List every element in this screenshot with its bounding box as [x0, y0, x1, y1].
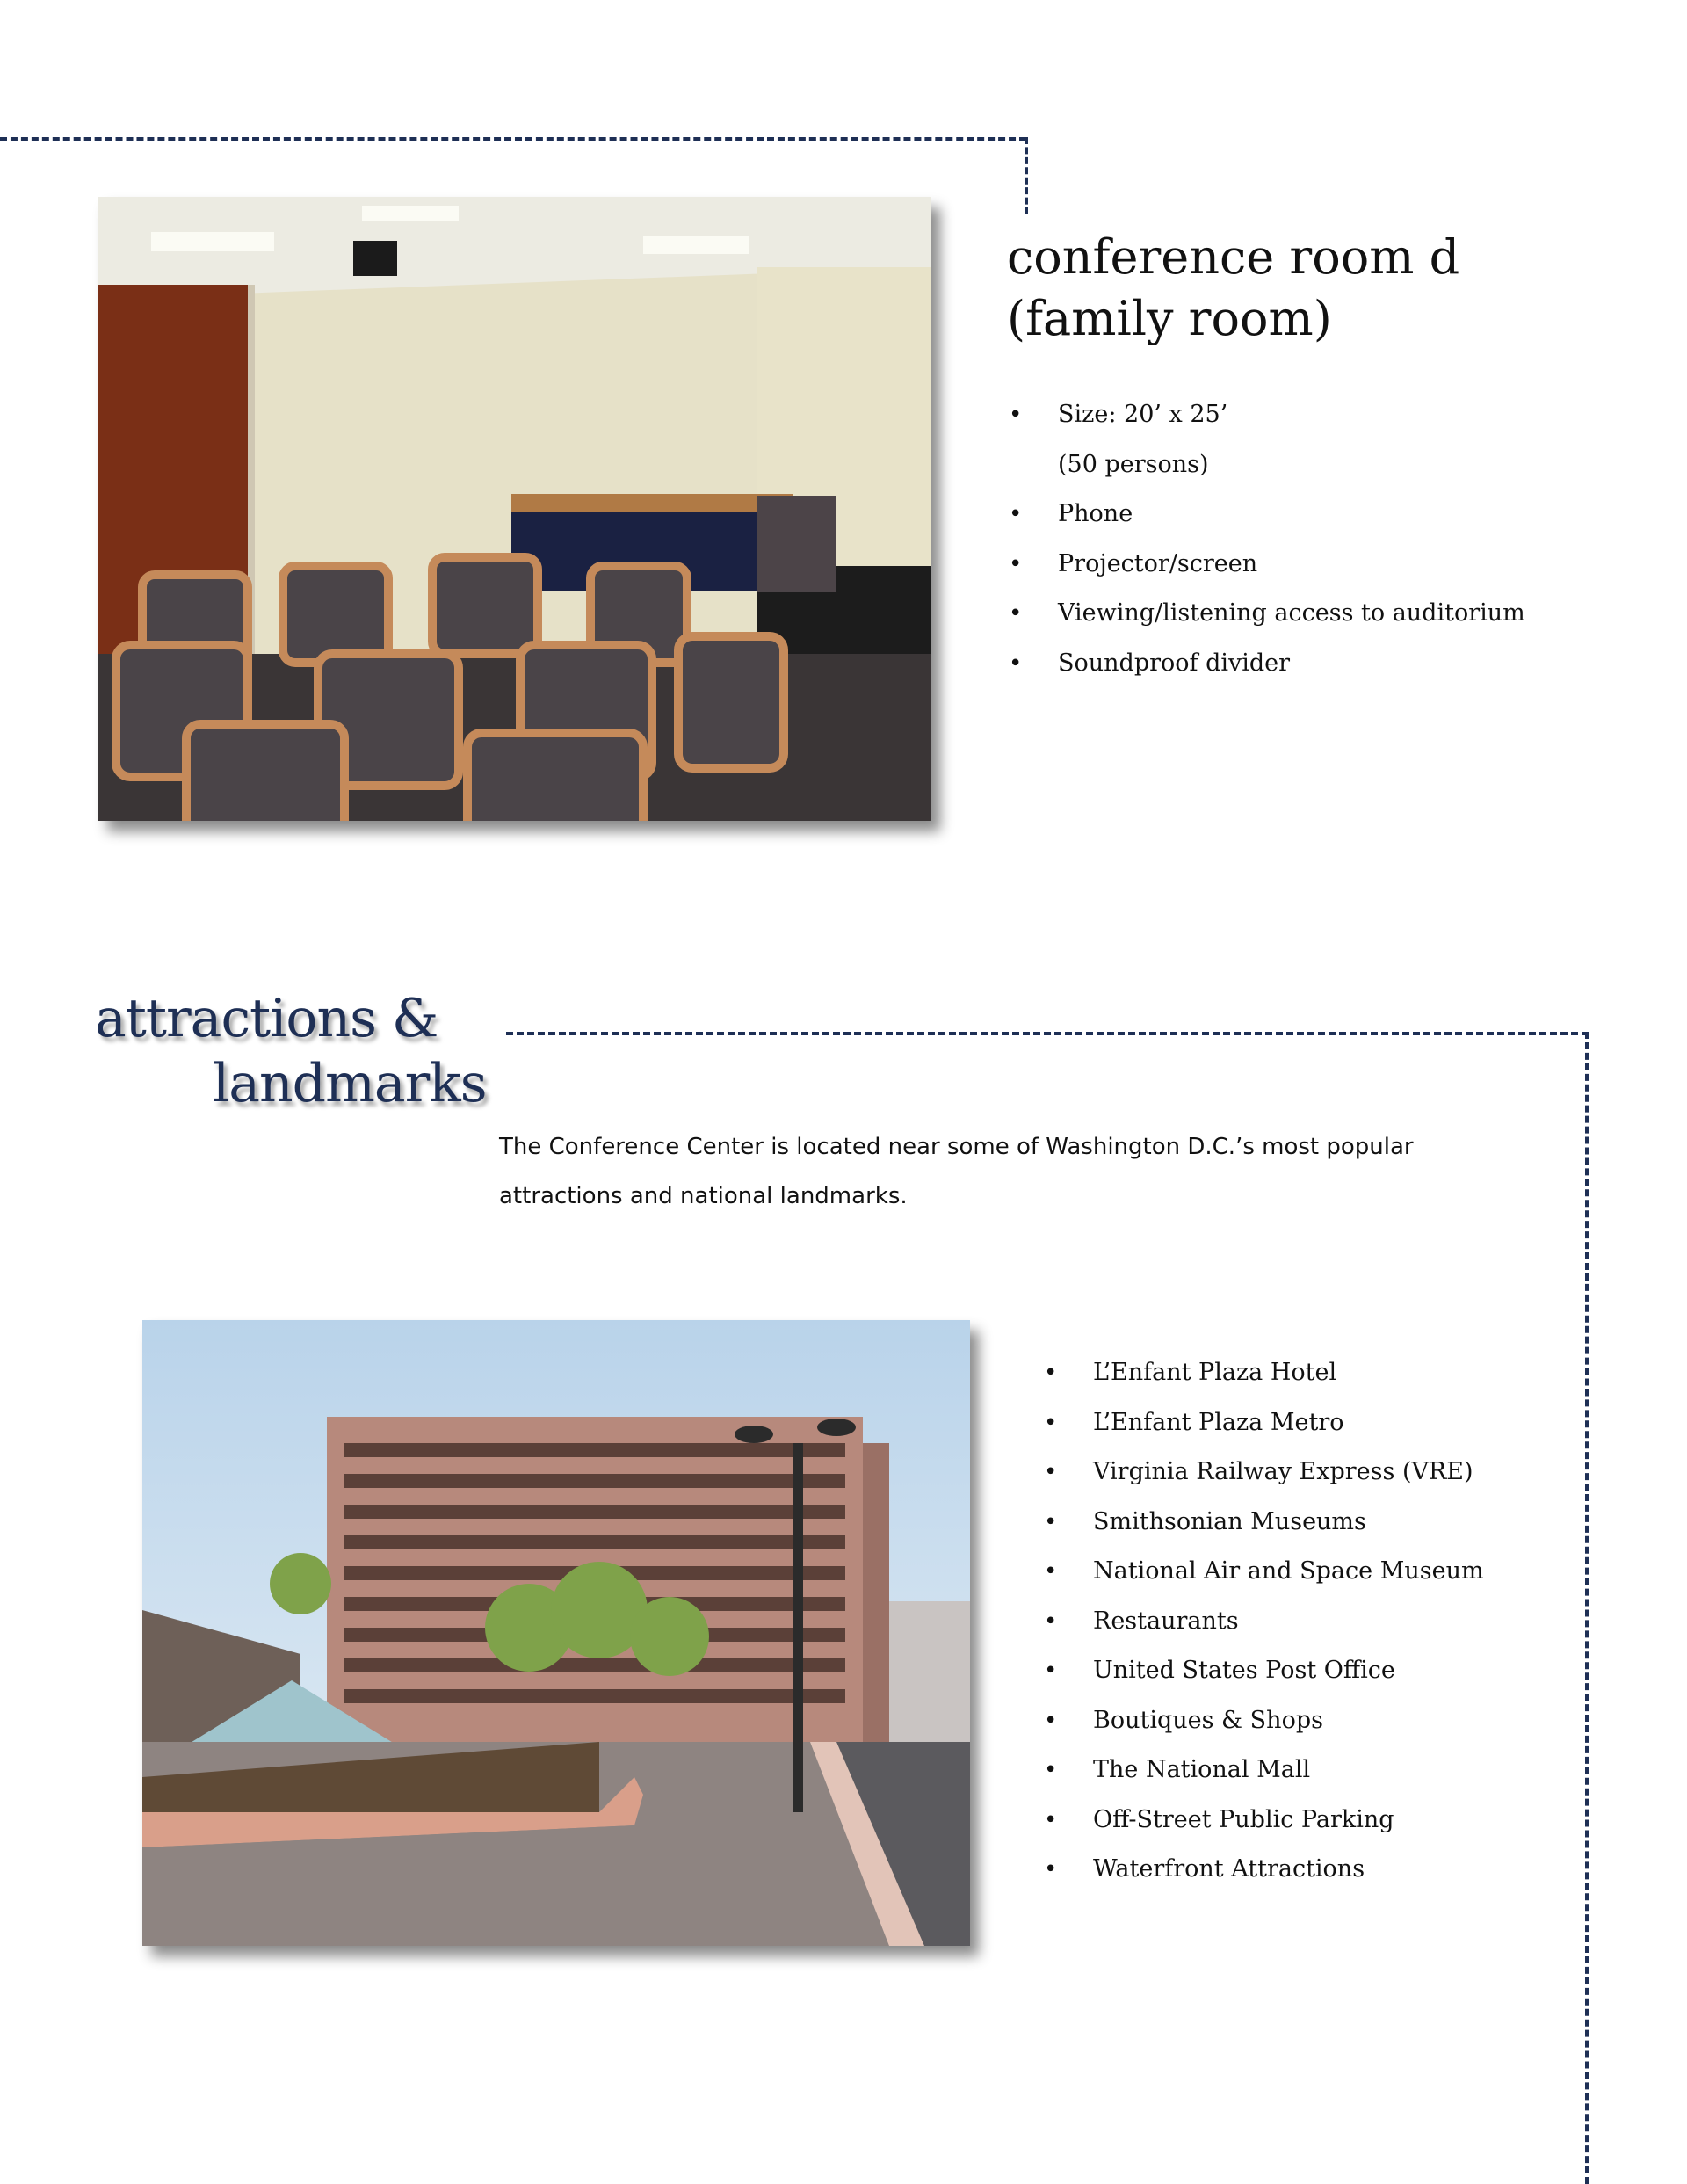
right-dashed-border: [1585, 1032, 1589, 2184]
attractions-list: [1044, 1348, 1484, 1895]
list-item: • Off-Street Public Parking: [1044, 1805, 1394, 1833]
list-item: • Smithsonian Museums: [1044, 1507, 1366, 1535]
conference-title-line-1: conference room d: [1007, 229, 1460, 285]
list-item: • Phone: [1009, 500, 1133, 527]
conference-room-photo: [98, 197, 931, 821]
list-item: (50 persons): [1058, 450, 1209, 478]
attractions-title-line-2: landmarks: [213, 1053, 487, 1114]
list-item: • United States Post Office: [1044, 1657, 1395, 1684]
plaza-photo: [142, 1320, 970, 1946]
list-item: • L’Enfant Plaza Metro: [1044, 1408, 1344, 1436]
conference-room-title: [1007, 227, 1459, 350]
conference-title-line-2: (family room): [1007, 291, 1332, 346]
list-item: • Soundproof divider: [1009, 649, 1291, 677]
list-item: • Boutiques & Shops: [1044, 1706, 1323, 1734]
list-item: • Projector/screen: [1009, 549, 1258, 577]
intro-line-2: attractions and national landmarks.: [499, 1183, 908, 1209]
list-item: • L’Enfant Plaza Hotel: [1044, 1359, 1337, 1386]
list-item: • The National Mall: [1044, 1756, 1311, 1783]
list-item: • Size: 20’ x 25’: [1009, 401, 1228, 428]
attractions-dashed-rule: [506, 1032, 1589, 1035]
list-item: • National Air and Space Museum: [1044, 1557, 1484, 1585]
intro-line-1: The Conference Center is located near some of Washington D.C.’s most popular: [499, 1134, 1414, 1160]
list-item: • Viewing/listening access to auditorium: [1009, 599, 1525, 627]
top-dashed-corner: [1025, 137, 1028, 214]
top-dashed-rule: [0, 137, 1026, 141]
attractions-title-line-1: attractions &: [95, 988, 438, 1049]
list-item: • Waterfront Attractions: [1044, 1855, 1365, 1883]
attractions-intro: [499, 1122, 1553, 1221]
list-item: • Virginia Railway Express (VRE): [1044, 1458, 1473, 1485]
list-item: • Restaurants: [1044, 1607, 1239, 1635]
conference-features-list: [1009, 390, 1525, 688]
